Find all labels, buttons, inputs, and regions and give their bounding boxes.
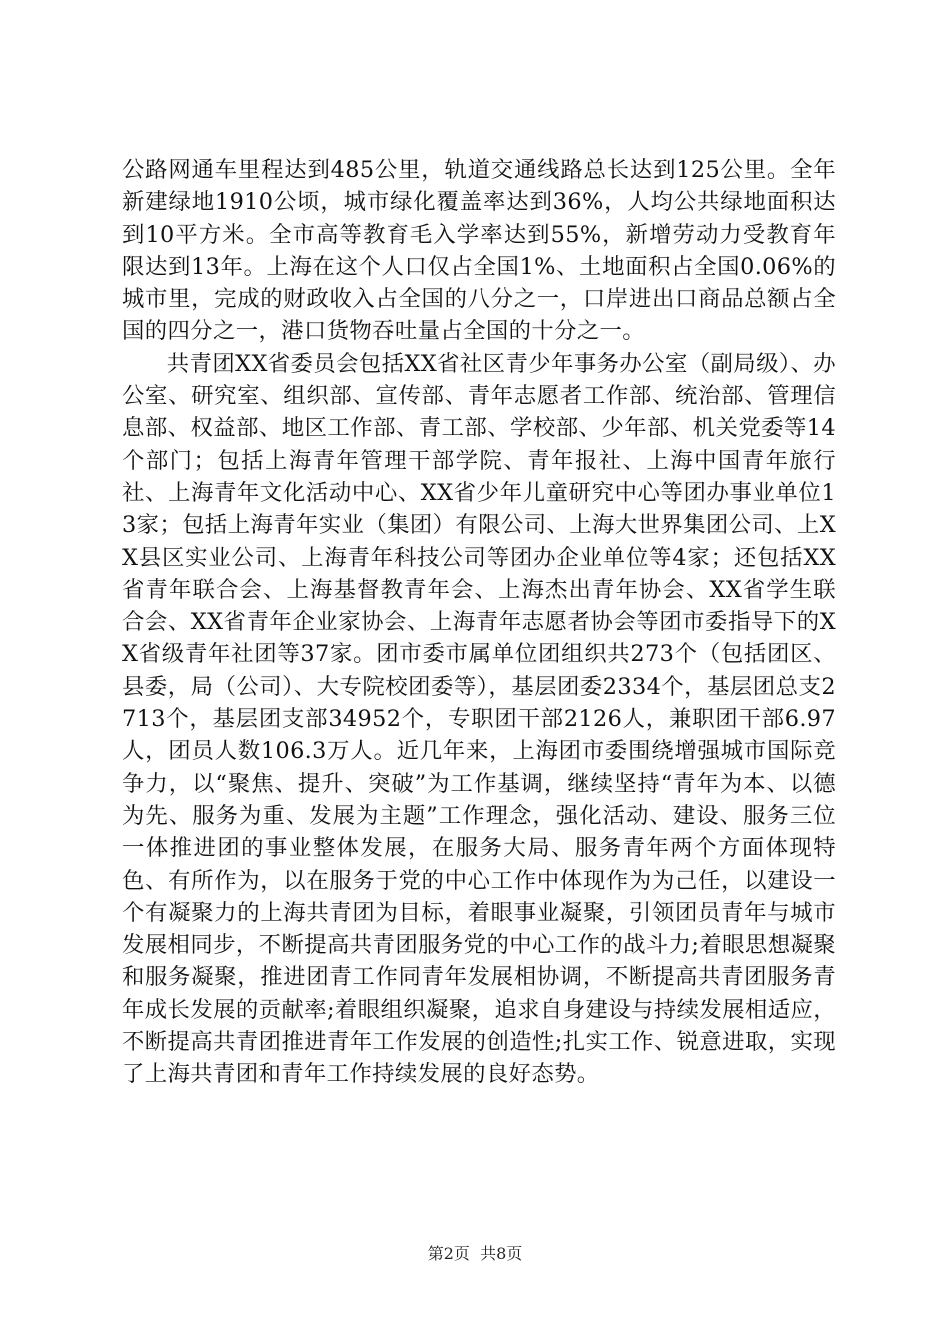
- document-body: [122, 154, 836, 1091]
- page-number: 第2页: [427, 1244, 470, 1263]
- paragraph-organization: 共青团XX省委员会包括XX省社区青少年事务办公室（副局级）、办公室、研究室、组织部、宣传部、青年志愿者工作部、统治部、管理信息部、权益部、地区工作部、青工部、学校部、少年部、机关党委等14个部门；包括上海青年管理干部学院、青年报社、上海中国青年旅行社、上海青年文化活动中心、XX省少年儿童研究中心等团办事业单位13家；包括上海青年实业（集团）有限公司、上海大世界集团公司、上XX县区实业公司、上海青年科技公司等团办企业单位等4家；还包括XX省青年联合会、上海基督教青年会、上海杰出青年协会、XX省学生联合会、XX省青年企业家协会、上海青年志愿者协会等团市委指导下的XX省级青年社团等37家。团市委市属单位团组织共273个（包括团区、县委，局（公司）、大专院校团委等），基层团委2334个，基层团总支2713个，基层团支部34952个，专职团干部2126人，兼职团干部6.97人，团员人数106.3万人。近几年来，上海团市委围绕增强城市国际竞争力，以“聚焦、提升、突破”为工作基调，继续坚持“青年为本、以德为先、服务为重、发展为主题”工作理念，强化活动、建设、服务三位一体推进团的事业整体发展，在服务大局、服务青年两个方面体现特色、有所作为，以在服务于党的中心工作中体现作为为己任，以建设一个有凝聚力的上海共青团为目标，着眼事业凝聚，引领团员青年与城市发展相同步，不断提高共青团服务党的中心工作的战斗力;着眼思想凝聚和服务凝聚，推进团青工作同青年发展相协调，不断提高共青团服务青年成长发展的贡献率;着眼组织凝聚，追求自身建设与持续发展相适应，不断提高共青团推进青年工作发展的创造性;扎实工作、锐意进取，实现了上海共青团和青年工作持续发展的良好态势。: [122, 350, 836, 1088]
- footer-separator: [470, 1244, 480, 1263]
- paragraph-statistics: 公路网通车里程达到485公里，轨道交通线路总长达到125公里。全年新建绿地1910公顷，城市绿化覆盖率达到36%，人均公共绿地面积达到10平方米。全市高等教育毛入学率达到55%，新增劳动力受教育年限达到13年。上海在这个人口仅占全国1%、土地面积占全国0.06%的城市里，完成的财政收入占全国的八分之一，口岸进出口商品总额占全国的四分之一，港口货物吞吐量占全国的十分之一。: [122, 157, 836, 345]
- page-total: 共8页: [480, 1244, 523, 1263]
- page-footer: [0, 1244, 950, 1264]
